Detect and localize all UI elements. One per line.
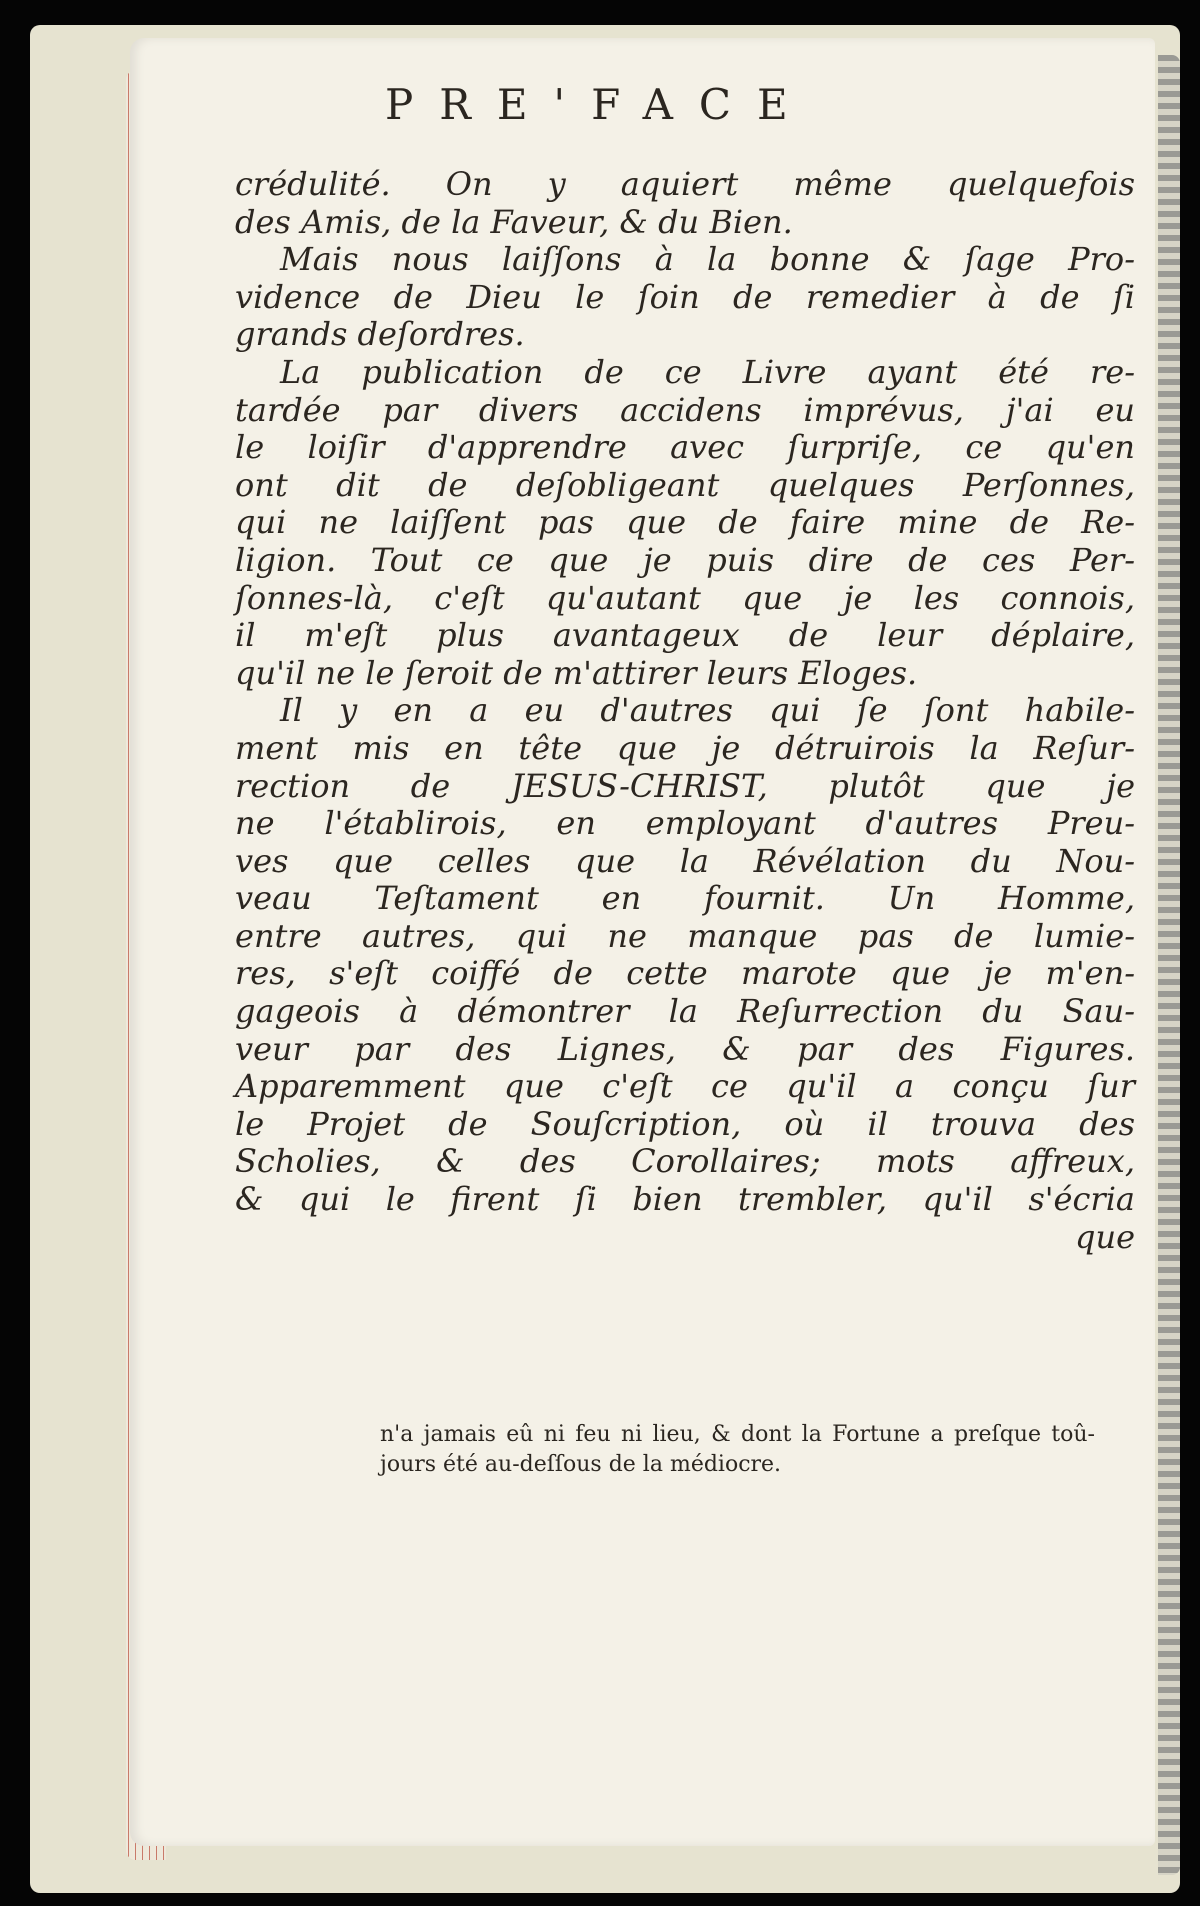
text-line: qui ne laiſſent pas que de faire mine de Re-	[235, 503, 1135, 542]
footnote	[380, 1420, 1095, 1480]
footnote-line: jours été au-deſſous de la médiocre.	[380, 1452, 782, 1477]
text-line: Scholies, & des Corollaires; mots affreux,	[235, 1142, 1135, 1181]
text-line: Mais nous laiſſons à la bonne & ſage Pro-	[280, 240, 1135, 279]
text-line: Il y en a eu d'autres qui ſe ſont habile-	[280, 691, 1135, 730]
text-line: crédulité. On y aquiert même quelquefois	[235, 165, 1135, 203]
footnote-line: n'a jamais eû ni feu ni lieu, & dont la Fortune a preſque toû-	[380, 1422, 1095, 1447]
catchword: que	[1074, 1217, 1135, 1256]
text-line: gageois à démontrer la Reſurrection du Sau-	[235, 992, 1135, 1031]
text-line: ne l'établirois, en employant d'autres Preu-	[235, 804, 1135, 843]
text-line: ves que celles que la Révélation du Nou-	[235, 841, 1135, 880]
text-line: entre autres, qui ne manque pas de lumie-	[235, 916, 1135, 955]
running-header: PRE'FACE	[385, 80, 814, 129]
text-line: qu'il ne le ſeroit de m'attirer leurs Eloges.	[235, 653, 918, 692]
text-line: ont dit de deſobligeant quelques Perſonnes,	[235, 465, 1135, 504]
text-line: Apparemment que c'eſt ce qu'il a conçu ſur	[235, 1067, 1135, 1106]
text-line: le Projet de Souſcription, où il trouva des	[235, 1104, 1135, 1143]
text-line: veur par des Lignes, & par des Figures.	[235, 1029, 1135, 1068]
text-line: ſonnes-là, c'eſt qu'autant que je les connois,	[235, 578, 1135, 617]
text-line: tardée par divers accidens imprévus, j'ai eu	[235, 390, 1135, 429]
text-line: ment mis en tête que je détruirois la Reſur-	[235, 728, 1135, 767]
text-line: grands deſordres.	[235, 315, 525, 354]
text-line: veau Teſtament en fournit. Un Homme,	[235, 879, 1135, 918]
text-line: & qui le firent ſi bien trembler, qu'il s'écria	[235, 1180, 1135, 1219]
text-line: res, s'eſt coiffé de cette marote que je m'en-	[235, 954, 1135, 993]
text-line: vidence de Dieu le ſoin de remedier à de ſi	[235, 277, 1135, 316]
book-spine	[1158, 55, 1180, 1875]
text-line: le loiſir d'apprendre avec ſurpriſe, ce qu'en	[235, 428, 1135, 467]
text-line: La publication de ce Livre ayant été re-	[280, 352, 1135, 391]
text-line: ligion. Tout ce que je puis dire de ces Per-	[235, 540, 1135, 579]
body-text	[235, 166, 1135, 1256]
text-line: des Amis, de la Faveur, & du Bien.	[235, 202, 793, 241]
text-line: rection de JESUS-CHRIST, plutôt que je	[235, 766, 1135, 805]
text-line: il m'eſt plus avantageux de leur déplaire,	[235, 616, 1135, 655]
